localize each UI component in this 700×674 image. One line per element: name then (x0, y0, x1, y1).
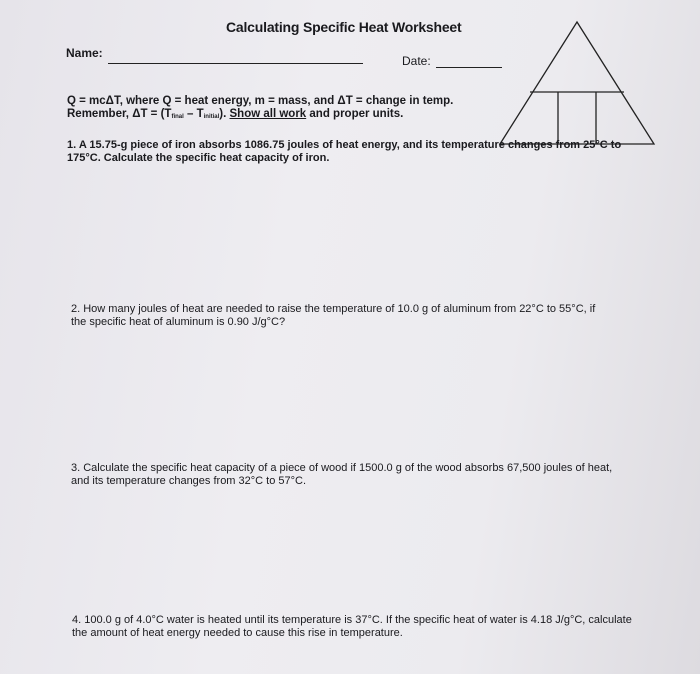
formula-triangle-diagram (496, 20, 658, 148)
question-4: 4. 100.0 g of 4.0°C water is heated until its temperature is 37°C. If the specific heat of water is 4.18 J/g°C, calculate the amount of heat energy needed to cause this rise in temperature. (72, 614, 632, 639)
worksheet-title: Calculating Specific Heat Worksheet (226, 19, 462, 35)
formula-definition: Q = mcΔT, where Q = heat energy, m = mass, and ΔT = change in temp. (67, 95, 454, 107)
date-blank-line (436, 67, 502, 68)
show-work-emphasis: Show all work (229, 108, 307, 120)
date-label: Date: (402, 54, 431, 68)
name-label: Name: (66, 46, 103, 60)
name-blank-line (108, 63, 363, 64)
triangle-outline (500, 22, 654, 144)
question-1: 1. A 15.75-g piece of iron absorbs 1086.75 joules of heat energy, and its temperature changes from 25°C to 175°C. Calculate the specific heat capacity of iron. (67, 139, 622, 164)
question-2: 2. How many joules of heat are needed to raise the temperature of 10.0 g of aluminum from 22°C to 55°C, if the specific heat of aluminum is 0.90 J/g°C? (71, 303, 596, 328)
question-3: 3. Calculate the specific heat capacity of a piece of wood if 1500.0 g of the wood absorbs 67,500 joules of heat, and its temperature changes from 32°C to 57°C. (71, 462, 613, 487)
delta-t-reminder: Remember, $\Delta T = (T_{final} - T_{initial})$. Show all work and proper units. (67, 108, 404, 120)
formula-instructions (67, 95, 453, 124)
